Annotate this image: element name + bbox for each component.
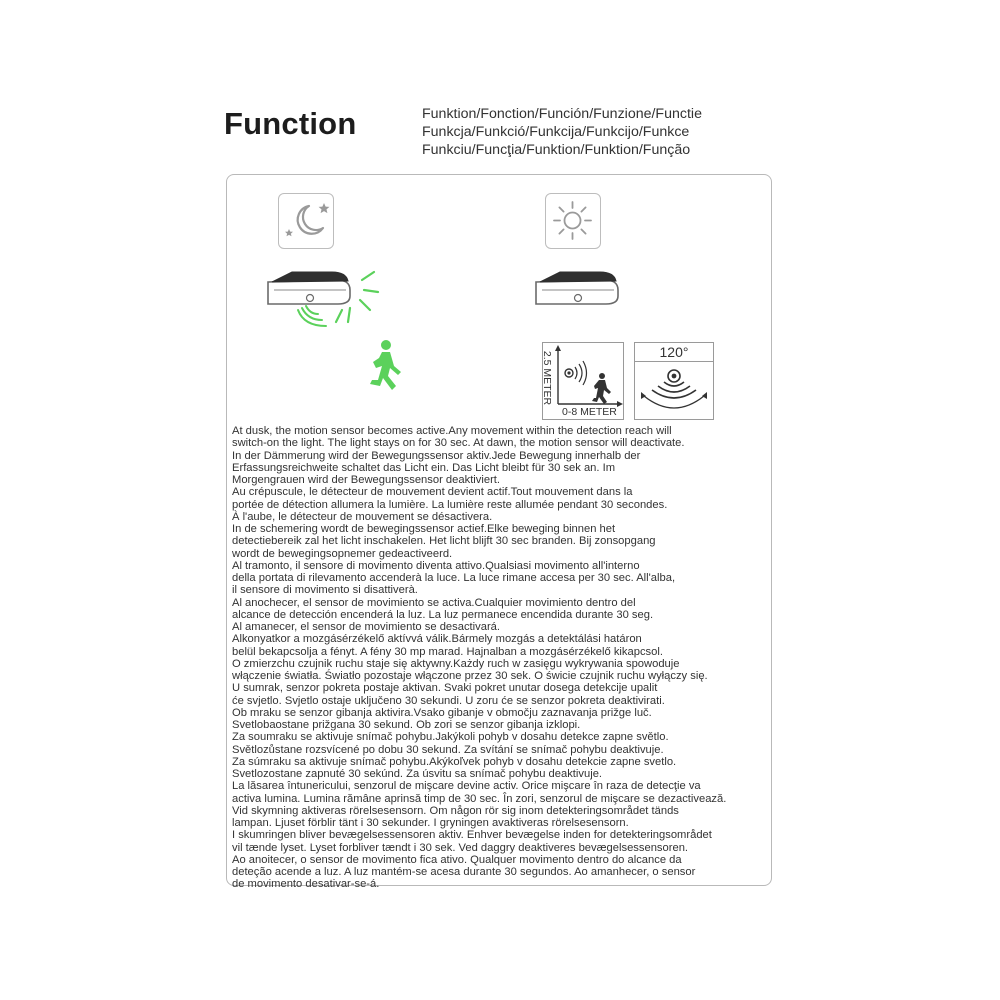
text-line: Světlozůstane rozsvícené po dobu 30 sekund. Za svítání se snímač pohybu deaktivuje. [232,743,664,756]
text-line: Za soumraku se aktivuje snímač pohybu.Jakýkoli pohyb v dosahu detekce zapne světlo. [232,731,669,744]
text-line: belül bekapcsolja a fényt. A fény 30 mp marad. Hajnalban a mozgásérzékelő kikapcsol. [232,645,663,658]
walking-person-icon [366,338,408,396]
language-titles [422,105,702,159]
language-line: Funkcja/Funkció/Funkcija/Funkcijo/Funkce [422,124,690,140]
text-line: Morgengrauen wird der Bewegungssensor deaktiviert. [232,474,501,486]
text-line: il sensore di movimento si disattiverà. [232,584,418,597]
text-line: Au crépuscule, le détecteur de mouvement devient actif.Tout mouvement dans la [232,486,633,499]
text-line: Ao anoitecer, o sensor de movimento fica ativo. Qualquer movimento dentro do alcance da [232,853,682,866]
text-line: À l'aube, le détecteur de mouvement se désactivera. [232,510,493,523]
text-line: detectiebereik zal het licht inschakelen. Het licht blijft 30 sec branden. Bij zonsopgang [232,535,656,548]
text-line: della portata di rilevamento accenderà la luce. La luce rimane accesa per 30 sec. All'alba, [232,572,676,584]
moon-stars-icon [279,194,332,247]
motion-waves-icon [298,306,326,326]
night-mode-box [278,193,334,249]
language-line: Funktion/Fonction/Función/Funzione/Functie [422,106,702,122]
text-line: Svetlozostane zapnuté 30 sekúnd. Za úsvitu sa snímač pohybu deaktivuje. [232,768,603,780]
text-line: I skumringen bliver bevægelsessensoren aktiv. Enhver bevægelse inden for detekteringsområdet [232,829,712,842]
lamp-idle-diagram [530,268,630,318]
text-line: Vid skymning aktiveras rörelsesensorn. Om någon rör sig inom detekteringsområdet tänds [232,804,679,817]
page-title: Function [224,106,357,141]
instructions-text [232,425,772,891]
text-line: In de schemering wordt de bewegingssensor actief.Elke beweging binnen het [232,523,616,535]
text-line: U sumrak, senzor pokreta postaje aktivan. Svaki pokret unutar dosega detekcije upalit [232,682,658,695]
solar-lamp-icon [268,272,350,304]
height-label: 2.5 METER [541,350,553,406]
text-line: In der Dämmerung wird der Bewegungssensor aktiv.Jede Bewegung innerhalb der [232,449,641,462]
day-mode-box [545,193,601,249]
text-line: Ob mraku se senzor gibanja aktivira.Vsako gibanje v območju zaznavanja prižge luč. [232,706,652,719]
text-line: Al anochecer, el sensor de movimiento se activa.Cualquier movimiento dentro del [232,596,636,609]
text-line: Svetlobaostane prižgana 30 sekund. Ob zori se senzor gibanja izklopi. [232,719,581,731]
text-line: activa lumina. Lumina rămâne aprinsă timp de 30 sec. În zori, senzorul de mişcare se dezactivează. [232,792,727,805]
text-line: O zmierzchu czujnik ruchu staje się aktywny.Każdy ruch w zasięgu wykrywania spowoduje [232,657,680,670]
angle-label: 120° [659,344,689,360]
distance-label: 0-8 METER [562,406,617,418]
text-line: Al amanecer, el sensor de movimiento se desactivará. [232,621,501,633]
text-line: włączenie światła. Światło pozostaje włączone przez 30 sek. O świcie czujnik ruchu wyłączy się. [232,670,708,682]
angle-diagram-icon [634,362,714,420]
text-line: La lăsarea întunericului, senzorul de mişcare devine activ. Orice mişcare în raza de detecţie va [232,780,701,793]
text-line: deteção acende a luz. A luz mantém-se acesa durante 30 segundos. Ao amanhecer, o sensor [232,866,696,878]
text-line: će svjetlo. Svjetlo ostaje uključeno 30 sekundi. U zoru će se senzor pokreta deaktivirati. [232,694,665,707]
text-line: vil tænde lyset. Lyset forbliver tændt i 30 sek. Ved daggry deaktiveres bevægelsessensoren. [232,841,689,854]
text-line: portée de détection allumera la lumière. La lumière reste allumée pendant 30 secondes. [232,498,668,511]
text-line: Za súmraku sa aktivuje snímač pohybu.Akýkoľvek pohyb v dosahu detekcie zapne svetlo. [232,755,677,768]
text-line: Al tramonto, il sensore di movimento diventa attivo.Qualsiasi movimento all'interno [232,559,640,572]
text-line: wordt de bewegingsopnemer gedeactiveerd. [232,547,453,560]
language-line: Funkciu/Funcţia/Funktion/Funktion/Função [422,142,691,158]
text-line: alcance de detección encenderá la luz. La luz permanece encendida durante 30 seg. [232,608,654,621]
text-line: de movimento desativar-se-á. [232,878,380,891]
lamp-active-diagram [262,268,384,330]
text-line: switch-on the light. The light stays on for 30 sec. At dawn, the motion sensor will deactivate. [232,437,685,450]
text-line: Alkonyatkor a mozgásérzékelő aktívvá válik.Bármely mozgás a detektálási határon [232,633,642,646]
text-line: At dusk, the motion sensor becomes active.Any movement within the detection reach will [232,425,672,437]
text-line: Erfassungsreichweite schaltet das Licht ein. Das Licht bleibt für 30 sek an. Im [232,461,616,474]
text-line: lampan. Ljuset förblir tänt i 30 sekunder. I gryningen avaktiveras rörelsesensorn. [232,817,629,829]
sun-icon [546,194,599,247]
